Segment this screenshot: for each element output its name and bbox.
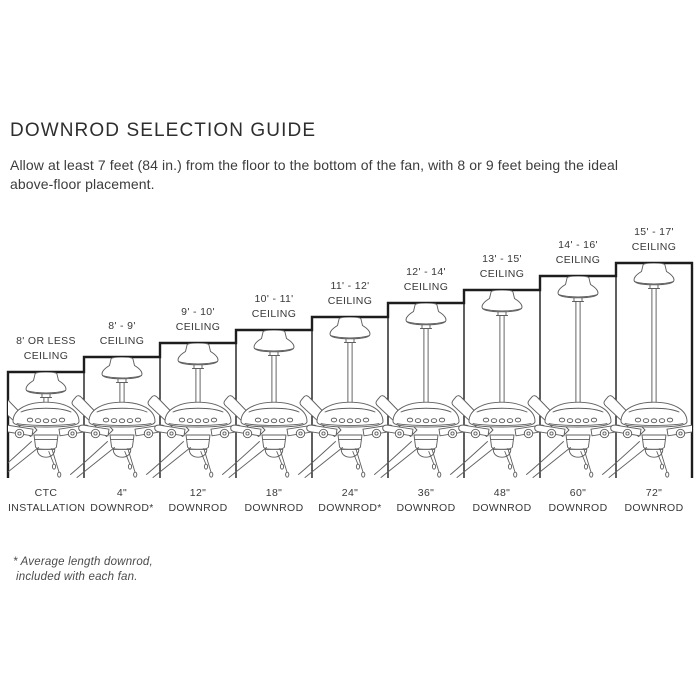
downrod-word: DOWNROD (624, 502, 684, 514)
downrod-word: INSTALLATION (8, 502, 86, 514)
ceiling-word: CEILING (327, 295, 373, 307)
downrod-word: DOWNROD (396, 502, 456, 514)
downrod-word: DOWNROD (168, 502, 228, 514)
downrod-size: 4" (116, 487, 128, 499)
downrod-size: 12" (189, 487, 207, 499)
ceiling-word: CEILING (175, 321, 221, 333)
downrod-size: 36" (417, 487, 435, 499)
downrod-word: DOWNROD* (318, 502, 382, 514)
ceiling-word: CEILING (403, 281, 449, 293)
downrod-size: 60" (569, 487, 587, 499)
ceiling-word: CEILING (479, 268, 525, 280)
downrod-label (312, 486, 388, 516)
footnote-line-1: * Average length downrod, (13, 556, 153, 568)
ceiling-word: CEILING (251, 308, 297, 320)
downrod-label (236, 486, 312, 516)
page-title: DOWNROD SELECTION GUIDE (10, 120, 317, 141)
ceiling-range: 13' - 15' (482, 253, 522, 265)
ceiling-label (236, 292, 312, 322)
subtitle-line-2: above-floor placement. (10, 175, 155, 192)
downrod-size: 72" (645, 487, 663, 499)
downrod-size: CTC (34, 487, 58, 499)
ceiling-range: 11' - 12' (330, 280, 370, 292)
ceiling-label (464, 252, 540, 282)
ceiling-label (540, 238, 616, 268)
ceiling-range: 10' - 11' (254, 293, 294, 305)
ceiling-word: CEILING (99, 335, 145, 347)
downrod-label (464, 486, 540, 516)
subtitle-line-1: Allow at least 7 feet (84 in.) from the floor to the bottom of the fan, with 8 or 9 feet being the ideal (10, 157, 619, 173)
downrod-label (388, 486, 464, 516)
footnote-line-2: included with each fan. (16, 570, 138, 583)
ceiling-range: 12' - 14' (406, 266, 446, 278)
downrod-label (8, 486, 84, 516)
downrod-word: DOWNROD (472, 502, 532, 514)
downrod-word: DOWNROD (244, 502, 304, 514)
ceiling-range: 8' OR LESS (16, 335, 76, 347)
downrod-size: 18" (265, 487, 283, 499)
ceiling-label (84, 319, 160, 349)
ceiling-label (616, 225, 692, 255)
ceiling-range: 9' - 10' (181, 306, 215, 318)
downrod-label (540, 486, 616, 516)
ceiling-label (8, 334, 84, 364)
downrod-label (160, 486, 236, 516)
downrod-size: 24" (341, 487, 359, 499)
downrod-label (84, 486, 160, 516)
ceiling-word: CEILING (631, 241, 677, 253)
ceiling-word: CEILING (555, 254, 601, 266)
ceiling-range: 8' - 9' (108, 320, 136, 332)
ceiling-range: 14' - 16' (558, 239, 598, 251)
ceiling-label (388, 265, 464, 295)
downrod-label (616, 486, 692, 516)
downrod-word: DOWNROD* (90, 502, 154, 514)
downrod-size: 48" (493, 487, 511, 499)
ceiling-range: 15' - 17' (634, 226, 674, 238)
footnote (13, 555, 153, 584)
ceiling-label (160, 305, 236, 335)
ceiling-word: CEILING (23, 350, 69, 362)
downrod-word: DOWNROD (548, 502, 608, 514)
ceiling-label (312, 279, 388, 309)
